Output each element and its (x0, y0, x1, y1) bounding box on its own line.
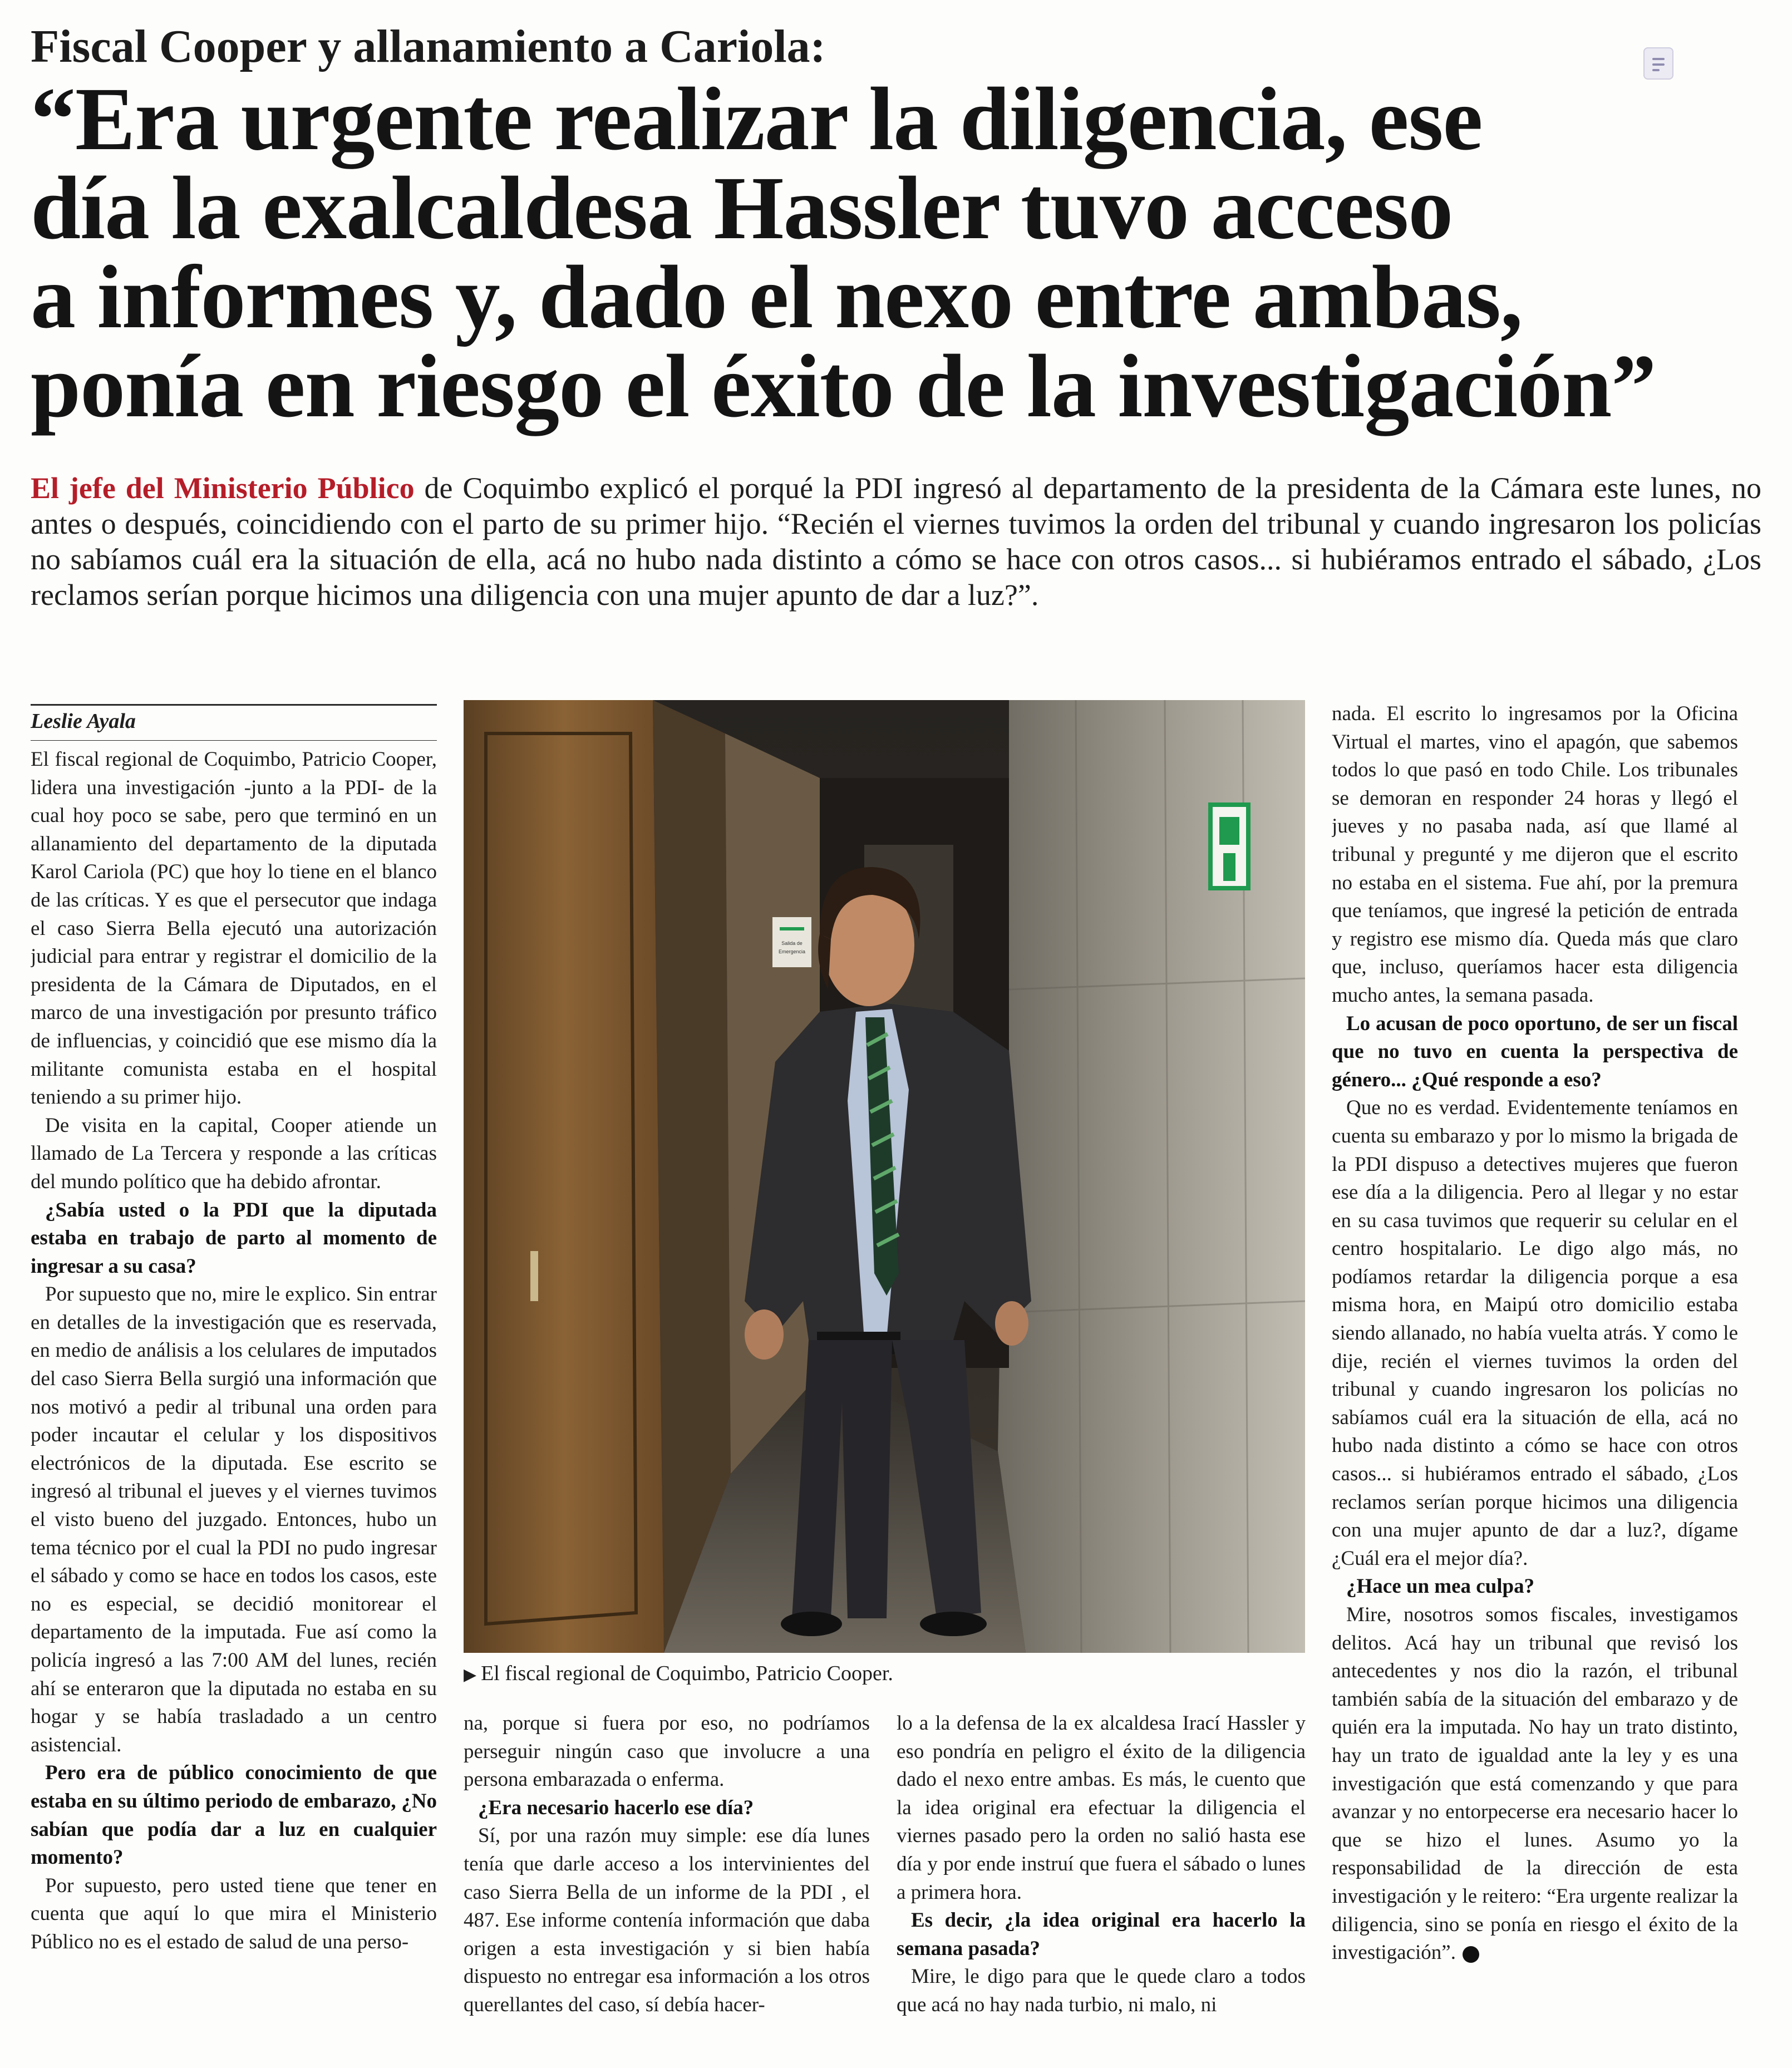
paragraph: na, porque si fuera por eso, no podríamos perseguir ningún caso que involucre a una persona embarazada o enferma. (464, 1712, 870, 1791)
headline-line: “Era urgente realizar la diligencia, ese (31, 70, 1483, 169)
question: Pero era de público conocimiento de que estaba en su último periodo de embarazo, ¿No sabían que podía dar a luz en cualquier momento? (31, 1761, 437, 1869)
byline: Leslie Ayala (31, 704, 437, 741)
article-column-2 (464, 1710, 870, 2066)
deck-lead: El jefe del Ministerio Público (31, 471, 415, 505)
headline-line: ponía en riesgo el éxito de la investigación” (31, 337, 1656, 436)
sign-text: Emergencia (778, 949, 806, 954)
caption-text: El fiscal regional de Coquimbo, Patricio Cooper. (481, 1662, 893, 1685)
paragraph: nada. El escrito lo ingresamos por la Oficina Virtual el martes, vino el apagón, que sabemos todos lo que pasó en todo Chile. Los tribunales se demoran en responder 24 horas y llegó el jueves y no pasaba nada, así que llamé al tribunal y pregunté y me dijeron que el escrito no estaba en el sistema. Fue ahí, por la premura que teníamos, que ingresé la petición de entrada y registro ese mismo día. Queda más que claro que, incluso, queríamos hacer esta diligencia mucho antes, la semana pasada. (1332, 702, 1738, 1007)
answer: Por supuesto, pero usted tiene que tener en cuenta que aquí lo que mira el Ministerio Público no es el estado de salud de una perso- (31, 1874, 437, 1953)
caption-arrow-icon: ▶ (464, 1666, 477, 1684)
answer: Mire, le digo para que le quede claro a todos que acá no hay nada turbio, ni malo, ni (897, 1965, 1306, 2016)
article-photo (464, 700, 1305, 1653)
photo-caption (464, 1660, 1305, 1689)
paragraph: lo a la defensa de la ex alcaldesa Irací Hassler y eso pondría en peligro el éxito de la diligencia dado el nexo entre ambas. Es más, le cuento que la idea original era efectuar la diligencia el viernes pasado pero la orden no salió hasta ese día y por ende instruí que fuera el sábado o lunes a primera hora. (897, 1712, 1306, 1904)
end-mark-icon (1463, 1946, 1479, 1963)
question: Es decir, ¿la idea original era hacerlo la semana pasada? (897, 1909, 1306, 1960)
question: ¿Era necesario hacerlo ese día? (478, 1796, 754, 1819)
paragraph: El fiscal regional de Coquimbo, Patricio Cooper, lidera una investigación -junto a la PDI- de la cual hoy poco se sabe, pero que terminó en un allanamiento del departamento de la diputada Karol Cariola (PC) que hoy lo tiene en el blanco de las críticas. Y es que el persecutor que indaga el caso Sierra Bella ejecutó una autorización judicial para entrar y registrar el domicilio de la presidenta de la Cámara de Diputados, en el marco de una investigación por presunto tráfico de influencias, y coincidió que ese mismo día la militante comunista estaba en el hospital teniendo a su primer hijo. (31, 748, 437, 1109)
answer: Que no es verdad. Evidentemente teníamos en cuenta su embarazo y por lo mismo la brigada de la PDI dispuso a detectives mujeres que fueron ese día a la diligencia. Pero al llegar y no estar en su casa tuvimos que requerir su celular en el centro hospitalario. Le digo algo más, no podíamos retardar la diligencia porque a esa misma hora, en Maipú otro domicilio estaba siendo allanado, no había vuelta atrás. Y como le dije, recién el viernes tuvimos la orden del tribunal y cuando ingresaron los policías no sabíamos cuál era la situación de ella, acá no hubo nada distinto a cómo se hace con otros casos... si hubiéramos entrado el sábado, ¿Los reclamos serían porque hicimos una diligencia con una mujer apunto de dar a luz?, dígame ¿Cuál era el mejor día?. (1332, 1096, 1738, 1570)
article-column-3 (897, 1710, 1306, 2066)
answer (1332, 1601, 1738, 1967)
headline-line: día la exalcaldesa Hassler tuvo acceso (31, 159, 1453, 258)
article-kicker: Fiscal Cooper y allanamiento a Cariola: (31, 21, 826, 72)
answer: Sí, por una razón muy simple: ese día lunes tenía que darle acceso a los intervinientes del caso Sierra Bella de un informe de la PDI , el 487. Ese informe contenía información que daba origen a esta investigación y si bien había dispuesto no entregar esa información a los otros querellantes del caso, sí debía hacer- (464, 1824, 870, 2016)
answer: Por supuesto que no, mire le explico. Sin entrar en detalles de la investigación que es reservada, en medio de análisis a los celulares de imputados del caso Sierra Bella surgió una información que nos motivó a pedir al tribunal una orden para poder incautar el celular y los dispositivos electrónicos de la diputada. Ese escrito se ingresó al tribunal el jueves y el viernes tuvimos el visto bueno del juzgado. Entonces, hubo un tema técnico por el cual la PDI no pudo ingresar el sábado y como se hace en todos los casos, este no es especial, se decidió monitorear el departamento de la imputada. Fue así como la policía ingresó a las 7:00 AM del lunes, recién ahí se enteraron que la diputada no estaba en su hogar y se había trasladado a un centro asistencial. (31, 1283, 437, 1756)
article-column-4 (1332, 700, 1738, 2066)
fiscal-photo-illustration (464, 700, 1305, 1653)
question: Lo acusan de poco oportuno, de ser un fiscal que no tuvo en cuenta la perspectiva de género... ¿Qué responde a eso? (1332, 1012, 1738, 1091)
article-deck (31, 470, 1761, 613)
answer-text: Mire, nosotros somos fiscales, investigamos delitos. Acá hay un tribunal que revisó los antecedentes y nos dio la razón, el tribunal también sabía de la situación del embarazo y de quién era la imputada. No hay un trato distinto, hay un trato de igualdad ante la ley y es una investigación que está comenzando y que para avanzar y no entorpecerse era necesario hacer lo que se hizo el lunes. Asumo yo la responsabilidad de la dirección de esta investigación y le reitero: “Era urgente realizar la diligencia, sino se ponía en riesgo el éxito de la investigación”. (1332, 1603, 1738, 1964)
question: ¿Hace un mea culpa? (1346, 1575, 1535, 1598)
article-column-1 (31, 746, 437, 2059)
headline-line: a informes y, dado el nexo entre ambas, (31, 248, 1523, 347)
article-headline (31, 70, 1756, 436)
paragraph: De visita en la capital, Cooper atiende un llamado de La Tercera y responde a las críticas del mundo político que ha debido afrontar. (31, 1114, 437, 1193)
deck-text: de Coquimbo explicó el porqué la PDI ingresó al departamento de la presidenta de la Cámara este lunes, no antes o después, coincidiendo con el parto de su primer hijo. “Recién el viernes tuvimos la orden del tribunal y cuando ingresaron los policías no sabíamos cuál era la situación de ella, acá no hubo nada distinto a cómo se hace con otros casos... si hubiéramos entrado el sábado, ¿Los reclamos serían porque hicimos una diligencia con una mujer apunto de dar a luz?”. (31, 471, 1762, 612)
question: ¿Sabía usted o la PDI que la diputada estaba en trabajo de parto al momento de ingresar a su casa? (31, 1198, 437, 1278)
sign-text: Salida de (781, 941, 803, 946)
note-icon[interactable] (1643, 47, 1673, 80)
